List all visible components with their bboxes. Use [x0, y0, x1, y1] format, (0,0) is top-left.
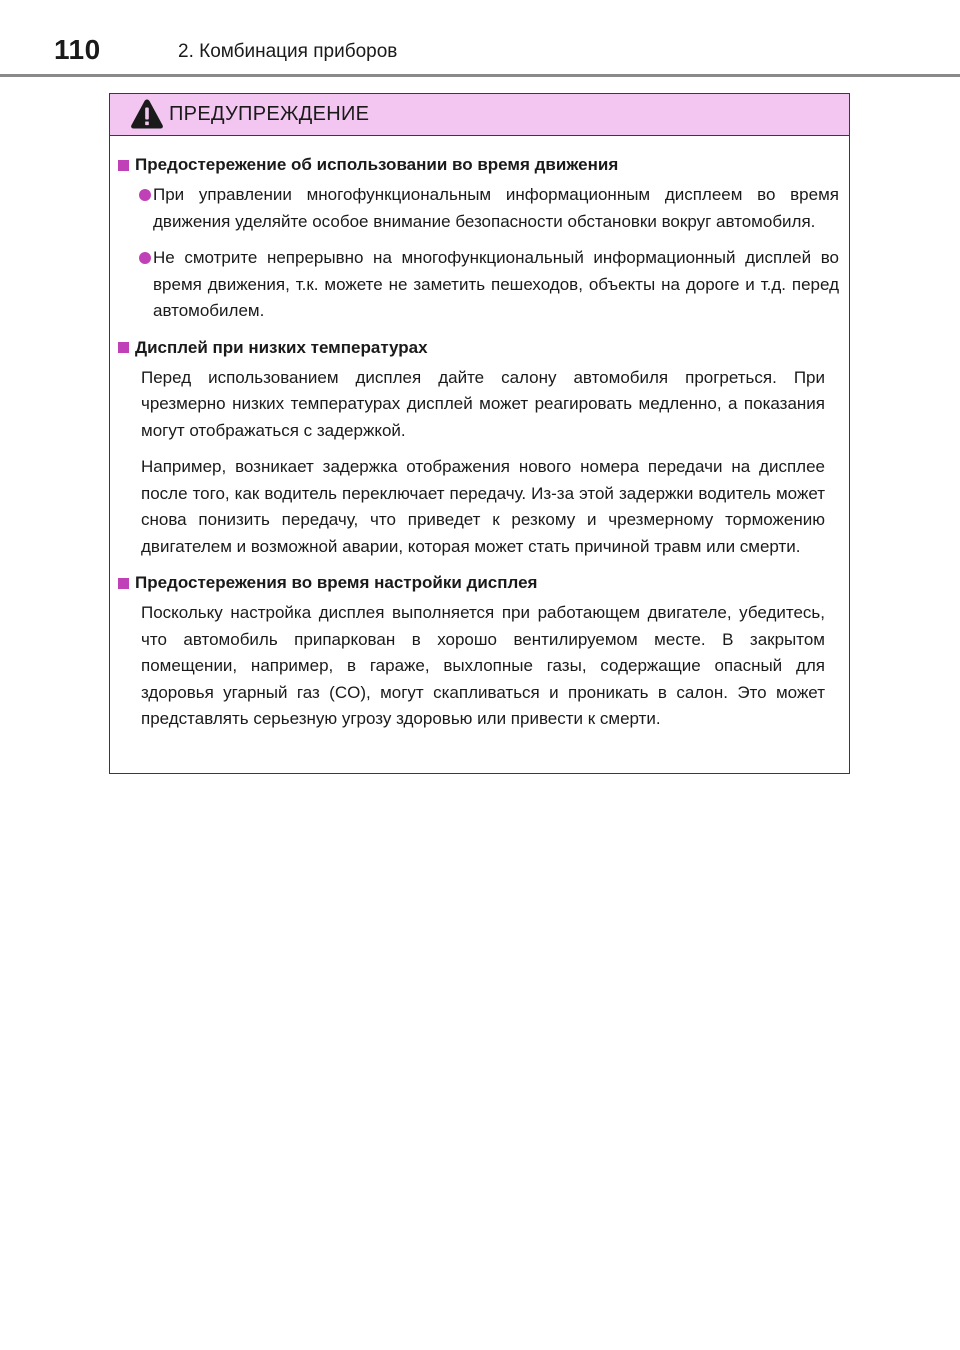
square-bullet-icon: [118, 578, 129, 589]
page-number: 110: [54, 34, 101, 65]
list-item-text: При управлении многофункциональным информационным дисплеем во время движения уделяйте особое внимание безопасности обстановки вокруг автомобиля.: [153, 185, 839, 231]
dot-bullet-icon: [139, 189, 151, 201]
page-header: [0, 0, 960, 78]
list-item-text: Не смотрите непрерывно на многофункциональный информационный дисплей во время движения, т.к. можете не заметить пешеходов, объекты на дороге и т.д. перед автомобилем.: [153, 248, 839, 320]
square-bullet-icon: [118, 342, 129, 353]
section-heading-text: Предостережения во время настройки дисплея: [135, 573, 538, 592]
section-heading-text: Дисплей при низких температурах: [135, 337, 428, 357]
paragraph: Перед использованием дисплея дайте салону автомобиля прогреться. При чрезмерно низких температурах дисплей может реагировать медленно, а показания могут отображаться с задержкой.: [141, 367, 825, 440]
warning-body: [110, 136, 849, 733]
header-divider: [0, 74, 960, 77]
section-display-setup: [118, 570, 839, 733]
warning-header: [110, 94, 849, 136]
section-heading: [118, 335, 839, 361]
paragraph: Поскольку настройка дисплея выполняется при работающем двигателе, убедитесь, что автомобиль припаркован в хорошо вентилируемом месте. В закрытом помещении, например, в гараже, выхлопные газы, содержащие опасный для здоровья угарный газ (CO), могут скапливаться и проникать в салон. Это может представлять серьезную угрозу здоровью или привести к смерти.: [141, 603, 825, 728]
square-bullet-icon: [118, 160, 129, 171]
warning-triangle-icon: [130, 98, 164, 130]
section-heading: [118, 152, 839, 178]
section-heading: [118, 570, 839, 596]
warning-title: ПРЕДУПРЕЖДЕНИЕ: [169, 103, 370, 125]
warning-box: [109, 93, 850, 774]
paragraph: Например, возникает задержка отображения нового номера передачи на дисплее после того, как водитель переключает передачу. Из-за этой задержки водитель может снова понизить передачу, что приведет к резкому и чрезмерному торможению двигателем и возможной аварии, которая может стать причиной травм или смерти.: [141, 457, 825, 556]
section-low-temperature: [118, 335, 839, 561]
chapter-title: 2. Комбинация приборов: [178, 41, 398, 62]
paragraph-block: [118, 365, 839, 445]
list-item: [118, 182, 839, 235]
paragraph-block: [118, 454, 839, 560]
section-heading-text: Предостережение об использовании во время движения: [135, 155, 619, 174]
list-item: [118, 245, 839, 325]
section-driving-caution: [118, 152, 839, 325]
paragraph-block: [118, 600, 839, 733]
dot-bullet-icon: [139, 252, 151, 264]
